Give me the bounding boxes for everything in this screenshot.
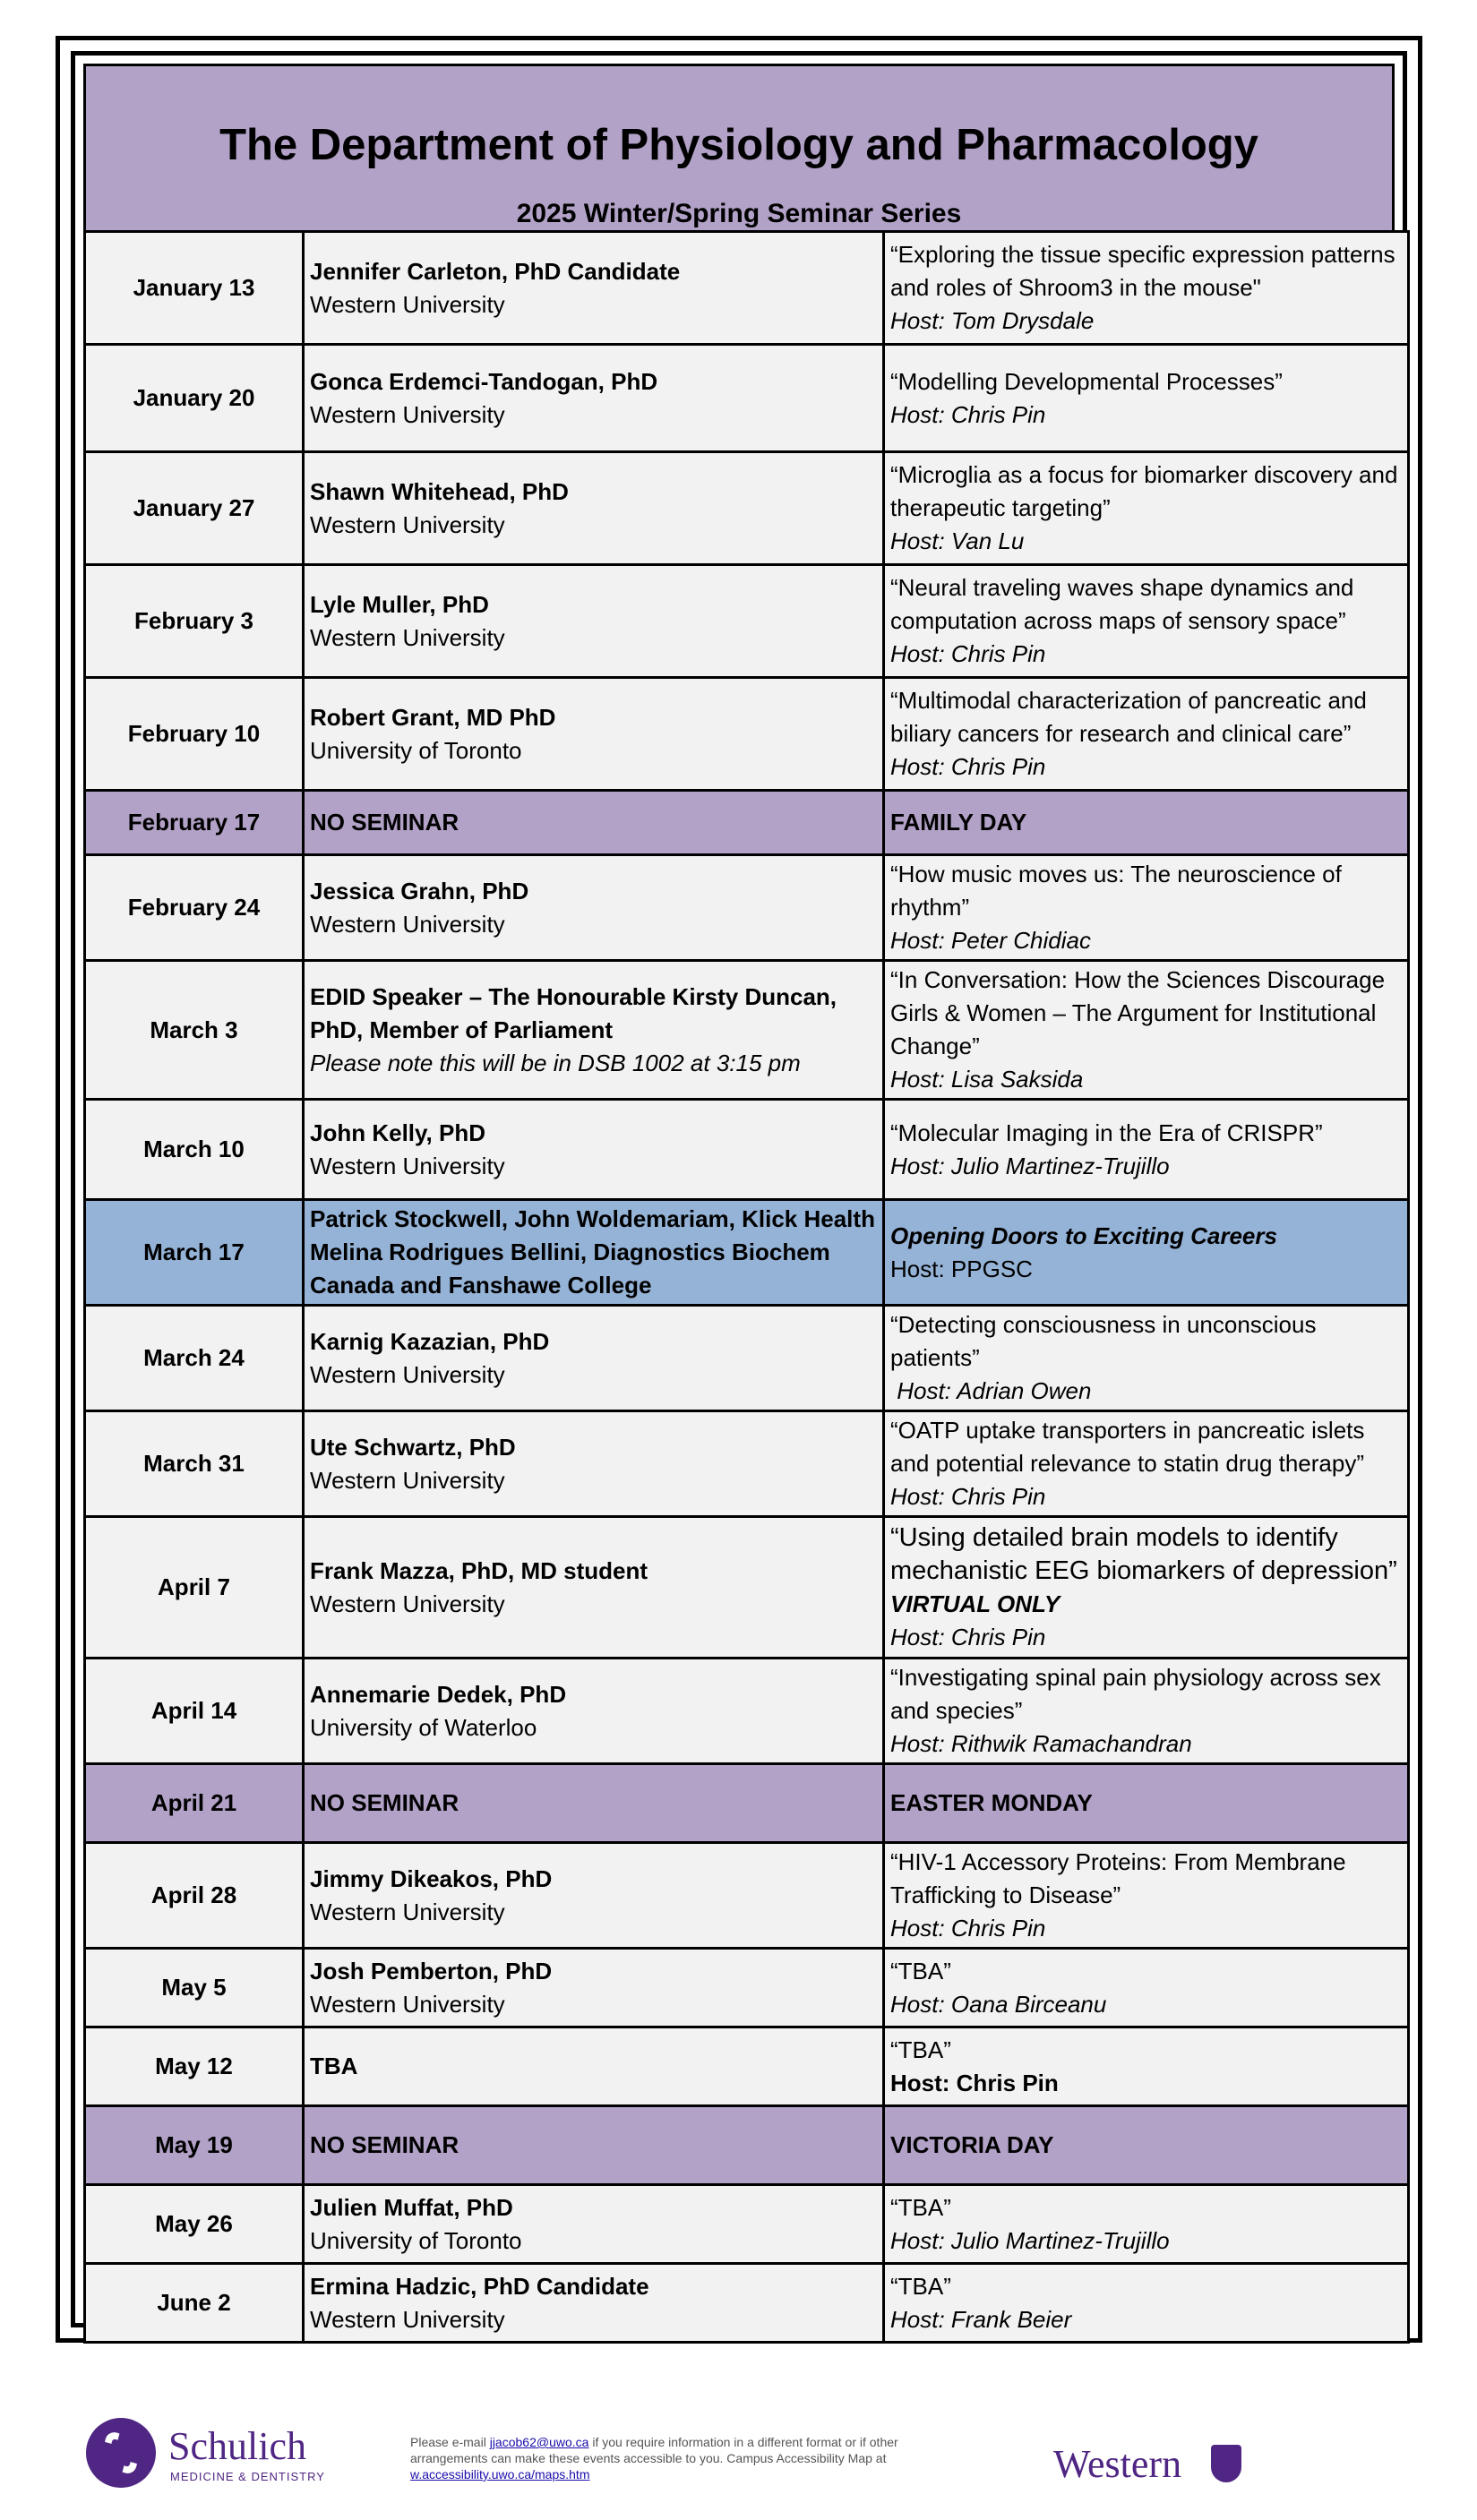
talk-title: “Multimodal characterization of pancreatic and biliary cancers for research and clinical care” [890,687,1367,747]
speaker-cell [304,1659,884,1764]
speaker-cell [304,345,884,452]
speaker-name: Julien Muffat, PhD [310,2193,513,2221]
talk-host: Host: Chris Pin [890,400,1046,428]
seminar-table [83,230,1410,2344]
table-row [85,1659,1409,1764]
talk-title: “Molecular Imaging in the Era of CRISPR” [890,1119,1323,1146]
talk-host: Host: Van Lu [890,527,1025,554]
talk-host: Host: Chris Pin [890,1623,1046,1650]
talk-cell [884,1200,1409,1306]
date-cell: March 17 [85,1200,304,1306]
talk-cell [884,1949,1409,2027]
speaker-cell [304,452,884,565]
talk-host: Host: Tom Drysdale [890,307,1095,334]
speaker-affiliation: Western University [310,290,505,318]
speaker-name: Shawn Whitehead, PhD [310,477,569,505]
talk-title: “Detecting consciousness in unconscious patients” [890,1311,1317,1371]
speaker-cell [304,232,884,345]
speaker-name: Ermina Hadzic, PhD Candidate [310,2272,649,2300]
date-cell: February 10 [85,678,304,791]
table-row [85,1843,1409,1949]
note-text-start: Please e-mail [410,2435,490,2449]
talk-title: “TBA” [890,2193,951,2221]
speaker-name: John Kelly, PhD [310,1119,485,1146]
table-row [85,1411,1409,1517]
date-cell: January 13 [85,232,304,345]
speaker-affiliation: Western University [310,1466,505,1494]
speaker-affiliation: University of Waterloo [310,1713,537,1741]
talk-host: Host: Chris Pin [890,2069,1059,2096]
speaker-cell [304,855,884,961]
speaker-affiliation: Western University [310,1152,505,1179]
talk-title: “TBA” [890,2272,951,2300]
speaker-cell [304,678,884,791]
talk-cell [884,2264,1409,2343]
talk-title: “TBA” [890,2036,951,2063]
speaker-affiliation: Western University [310,1360,505,1388]
talk-host: Host: Frank Beier [890,2305,1072,2333]
talk-host: Host: Chris Pin [890,753,1046,780]
table-row [85,1517,1409,1659]
talk-cell [884,961,1409,1100]
talk-title: “OATP uptake transporters in pancreatic islets and potential relevance to statin drug therapy” [890,1417,1365,1477]
talk-host: Host: PPGSC [890,1255,1033,1282]
date-cell: March 31 [85,1411,304,1517]
accessibility-map-link[interactable]: w.accessibility.uwo.ca/maps.htm [410,2467,590,2481]
talk-host: Host: Julio Martinez-Trujillo [890,2226,1170,2254]
speaker-cell [304,565,884,678]
talk-cell [884,452,1409,565]
speaker-cell [304,2264,884,2343]
table-row [85,2264,1409,2343]
table-row [85,565,1409,678]
talk-host: Host: Julio Martinez-Trujillo [890,1152,1170,1179]
date-cell: March 24 [85,1306,304,1411]
talk-host: Host: Rithwik Ramachandran [890,1730,1192,1757]
talk-cell [884,1843,1409,1949]
virtual-only-label: VIRTUAL ONLY [890,1590,1061,1617]
talk-title: “TBA” [890,1957,951,1984]
schulich-name: Schulich [168,2424,306,2468]
talk-title: “HIV-1 Accessory Proteins: From Membrane Trafficking to Disease” [890,1848,1346,1908]
speaker-name: Gonca Erdemci-Tandogan, PhD [310,367,658,395]
date-cell: May 19 [85,2106,304,2185]
speaker-name: Lyle Muller, PhD [310,590,489,618]
talk-host: Host: Lisa Saksida [890,1066,1084,1093]
talk-host: Host: Chris Pin [890,640,1046,667]
western-wordmark: Western [1053,2442,1182,2486]
no-seminar-row [85,2106,1409,2185]
accessibility-note [410,2434,966,2482]
holiday-label: FAMILY DAY [884,791,1409,855]
talk-cell [884,678,1409,791]
speaker-affiliation: Western University [310,1898,505,1925]
speaker-name: EDID Speaker – The Honourable Kirsty Duncan, PhD, Member of Parliament [310,982,837,1043]
table-row [85,452,1409,565]
talk-host: Host: Adrian Owen [890,1377,1092,1404]
speaker-name: Josh Pemberton, PhD [310,1957,553,1984]
table-row [85,1949,1409,2027]
page-title: The Department of Physiology and Pharmacology [219,121,1258,169]
date-cell: February 24 [85,855,304,961]
talk-cell [884,1411,1409,1517]
speaker-name: Karnig Kazazian, PhD [310,1327,550,1355]
speaker-name: TBA [310,2053,358,2079]
date-cell: April 14 [85,1659,304,1764]
speaker-cell [304,1100,884,1200]
date-cell: January 20 [85,345,304,452]
note-text-middle: if you require information in a different format or if other arrangements can make these events accessible to you. Campus Accessibility Map at [410,2435,898,2465]
talk-cell [884,345,1409,452]
speaker-name: Jessica Grahn, PhD [310,877,529,904]
western-crest-icon [1211,2445,1241,2482]
table-row [85,2185,1409,2264]
speaker-cell [304,961,884,1100]
date-cell: April 7 [85,1517,304,1659]
talk-cell [884,1659,1409,1764]
talk-cell [884,1517,1409,1659]
date-cell: February 17 [85,791,304,855]
no-seminar-row [85,1764,1409,1843]
speaker-cell [304,1306,884,1411]
speaker-affiliation: Western University [310,2305,505,2333]
inner-frame [71,51,1407,2333]
talk-title: “Investigating spinal pain physiology across sex and species” [890,1664,1381,1724]
date-cell: February 3 [85,565,304,678]
date-cell: March 3 [85,961,304,1100]
table-row [85,855,1409,961]
speaker-cell [304,1517,884,1659]
table-row [85,345,1409,452]
talk-host: Host: Peter Chidiac [890,927,1091,954]
header-band [83,64,1395,230]
speaker-affiliation: University of Toronto [310,736,522,764]
page-subtitle: 2025 Winter/Spring Seminar Series [516,199,962,228]
date-cell: May 26 [85,2185,304,2264]
email-link[interactable]: jjacob62@uwo.ca [489,2435,589,2449]
talk-cell [884,2185,1409,2264]
talk-host: Host: Chris Pin [890,1483,1046,1510]
date-cell: May 12 [85,2027,304,2106]
schulich-subtitle: MEDICINE & DENTISTRY [170,2470,325,2483]
speaker-name: Jennifer Carleton, PhD Candidate [310,257,681,285]
talk-title: “Exploring the tissue specific expression patterns and roles of Shroom3 in the mouse" [890,241,1395,301]
talk-cell [884,565,1409,678]
speaker-cell [304,2027,884,2106]
speaker-name: Annemarie Dedek, PhD [310,1680,567,1708]
table-row [85,1100,1409,1200]
speaker-affiliation: Western University [310,510,505,538]
speaker-affiliation: University of Toronto [310,2226,522,2254]
speaker-cell [304,1411,884,1517]
speaker-name: Patrick Stockwell, John Woldemariam, Klick Health Melina Rodrigues Bellini, Diagnostics Biochem Canada and Fanshawe College [310,1205,875,1299]
talk-title: Opening Doors to Exciting Careers [890,1221,1277,1249]
talk-title: “Microglia as a focus for biomarker discovery and therapeutic targeting” [890,461,1398,521]
date-cell: April 28 [85,1843,304,1949]
talk-title: “How music moves us: The neuroscience of rhythm” [890,861,1342,921]
speaker-affiliation: Western University [310,400,505,428]
talk-cell [884,232,1409,345]
speaker-name: Frank Mazza, PhD, MD student [310,1556,648,1584]
talk-cell [884,2027,1409,2106]
talk-title: “Neural traveling waves shape dynamics and computation across maps of sensory space” [890,574,1354,634]
talk-cell [884,855,1409,961]
speaker-affiliation: Western University [310,1990,505,2018]
table-row [85,678,1409,791]
date-cell: May 5 [85,1949,304,2027]
special-event-row [85,1200,1409,1306]
talk-host: Host: Oana Birceanu [890,1990,1107,2018]
holiday-label: VICTORIA DAY [884,2106,1409,2185]
table-row [85,1306,1409,1411]
speaker-name: Robert Grant, MD PhD [310,703,556,731]
footer [0,2409,1477,2507]
no-seminar-row [85,791,1409,855]
date-cell: March 10 [85,1100,304,1200]
no-seminar-label: NO SEMINAR [304,1764,884,1843]
speaker-cell [304,1843,884,1949]
no-seminar-label: NO SEMINAR [304,791,884,855]
speaker-cell [304,2185,884,2264]
talk-title: “In Conversation: How the Sciences Discourage Girls & Women – The Argument for Institutional Change” [890,966,1386,1059]
talk-title: “Using detailed brain models to identify mechanistic EEG biomarkers of depression” [890,1522,1397,1585]
table-row [85,961,1409,1100]
speaker-affiliation: Western University [310,1590,505,1617]
table-row [85,232,1409,345]
speaker-cell [304,1949,884,2027]
talk-cell [884,1100,1409,1200]
speaker-note: Please note this will be in DSB 1002 at 3:15 pm [310,1049,801,1076]
talk-host: Host: Chris Pin [890,1915,1046,1941]
outer-frame [56,36,1422,2343]
speaker-cell [304,1200,884,1306]
date-cell: June 2 [85,2264,304,2343]
schulich-s-icon [86,2418,156,2488]
speaker-name: Ute Schwartz, PhD [310,1433,516,1461]
western-logo [1053,2441,1286,2495]
speaker-affiliation: Western University [310,623,505,651]
speaker-name: Jimmy Dikeakos, PhD [310,1864,553,1892]
holiday-label: EASTER MONDAY [884,1764,1409,1843]
schulich-logo [86,2418,328,2494]
table-row [85,2027,1409,2106]
date-cell: April 21 [85,1764,304,1843]
talk-title: “Modelling Developmental Processes” [890,367,1283,395]
speaker-affiliation: Western University [310,910,505,938]
date-cell: January 27 [85,452,304,565]
talk-cell [884,1306,1409,1411]
no-seminar-label: NO SEMINAR [304,2106,884,2185]
